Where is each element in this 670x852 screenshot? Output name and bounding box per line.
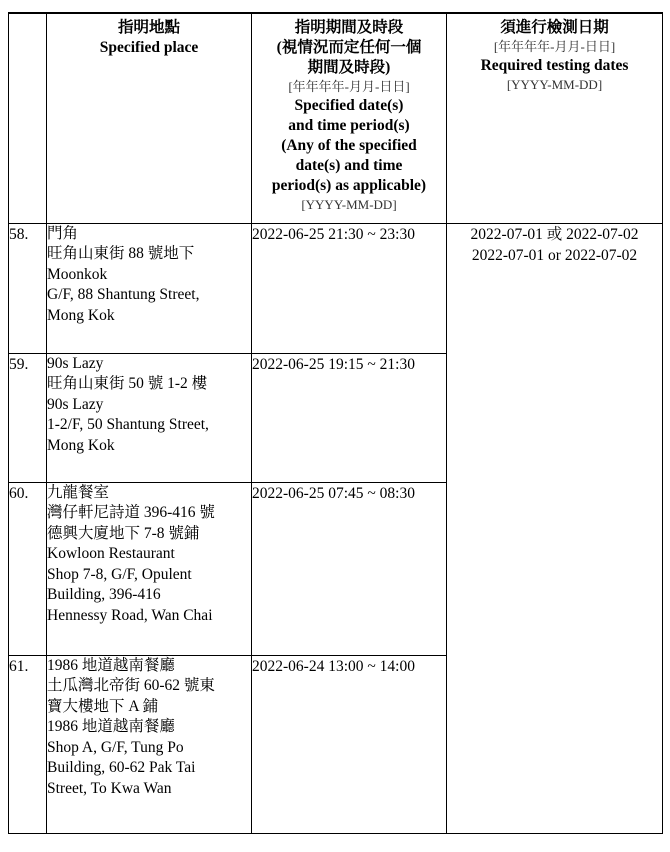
place-address-zh: 旺角山東街 88 號地下	[47, 245, 195, 262]
testing-format-en: [YYYY-MM-DD]	[506, 77, 603, 92]
place-address-zh-2: 寶大樓地下 A 鋪	[47, 697, 159, 715]
period-header-en-5: period(s) as applicable)	[271, 177, 427, 194]
place-cell	[47, 482, 252, 655]
period-format-en: [YYYY-MM-DD]	[301, 197, 397, 212]
period-header-en-3: (Any of the specified	[281, 137, 417, 154]
testing-header-en: Required testing dates	[480, 57, 629, 74]
place-address-en-1: Shop 7-8, G/F, Opulent	[47, 565, 192, 583]
place-name-en: 90s Lazy	[47, 395, 104, 413]
row-number: 58.	[9, 223, 47, 353]
testing-dates-en: 2022-07-01 or 2022-07-02	[471, 246, 638, 264]
place-address-en-3: Street, To Kwa Wan	[47, 779, 172, 797]
period-cell: 2022-06-25 19:15 ~ 21:30	[252, 353, 447, 482]
period-header-zh-2: (視情況而定任何一個	[276, 39, 422, 56]
testing-header-cell	[447, 13, 663, 223]
testing-dates-zh: 2022-07-01 或 2022-07-02	[470, 225, 639, 243]
place-cell	[47, 223, 252, 353]
place-cell	[47, 655, 252, 833]
table-header-row	[9, 13, 663, 223]
testing-format-zh: [年年年年-月月-日日]	[493, 39, 616, 54]
period-format-zh: [年年年年-月月-日日]	[288, 79, 410, 94]
period-header-zh-1: 指明期間及時段	[294, 19, 404, 36]
row-number: 60.	[9, 482, 47, 655]
place-address-zh-1: 灣仔軒尼詩道 396-416 號	[47, 504, 215, 521]
place-header-zh: 指明地點	[117, 19, 180, 36]
period-header-zh-3: 期間及時段)	[307, 59, 391, 76]
period-cell: 2022-06-24 13:00 ~ 14:00	[252, 655, 447, 833]
place-address-en-1: Shop A, G/F, Tung Po	[47, 738, 184, 756]
place-name-zh: 90s Lazy	[47, 354, 104, 372]
place-address-en-1: G/F, 88 Shantung Street,	[47, 286, 200, 303]
period-cell: 2022-06-25 07:45 ~ 08:30	[252, 482, 447, 655]
place-name-zh: 九龍餐室	[47, 483, 110, 501]
place-name-zh: 門角	[47, 224, 79, 242]
place-name-en: Kowloon Restaurant	[47, 545, 175, 562]
row-number: 59.	[9, 353, 47, 482]
row-number: 61.	[9, 655, 47, 833]
place-address-zh-2: 德興大廈地下 7-8 號鋪	[47, 524, 200, 542]
place-name-en: 1986 地道越南餐廳	[47, 718, 175, 735]
place-cell	[47, 353, 252, 482]
testing-dates-cell	[447, 223, 663, 833]
period-header-en-2: and time period(s)	[288, 117, 410, 134]
period-header-cell	[252, 13, 447, 223]
place-address-en-1: 1-2/F, 50 Shantung Street,	[47, 416, 209, 433]
place-address-en-2: Mong Kok	[47, 306, 115, 324]
number-header-cell	[9, 13, 47, 223]
place-header-en: Specified place	[99, 39, 199, 56]
place-address-zh-1: 土瓜灣北帝街 60-62 號東	[47, 677, 215, 694]
period-header-en-1: Specified date(s)	[294, 97, 404, 114]
table-row	[9, 223, 663, 353]
place-name-zh: 1986 地道越南餐廳	[47, 656, 175, 674]
specified-places-table	[8, 12, 663, 834]
testing-header-zh: 須進行檢測日期	[500, 19, 609, 36]
place-address-en-2: Building, 396-416	[47, 586, 161, 603]
place-address-en-3: Hennessy Road, Wan Chai	[47, 606, 213, 624]
place-address-en-2: Building, 60-62 Pak Tai	[47, 759, 196, 776]
place-address-zh: 旺角山東街 50 號 1-2 樓	[47, 375, 208, 392]
place-name-en: Moonkok	[47, 265, 108, 283]
period-cell: 2022-06-25 21:30 ~ 23:30	[252, 223, 447, 353]
place-address-en-2: Mong Kok	[47, 436, 115, 454]
place-header-cell	[47, 13, 252, 223]
period-header-en-4: date(s) and time	[295, 157, 403, 174]
